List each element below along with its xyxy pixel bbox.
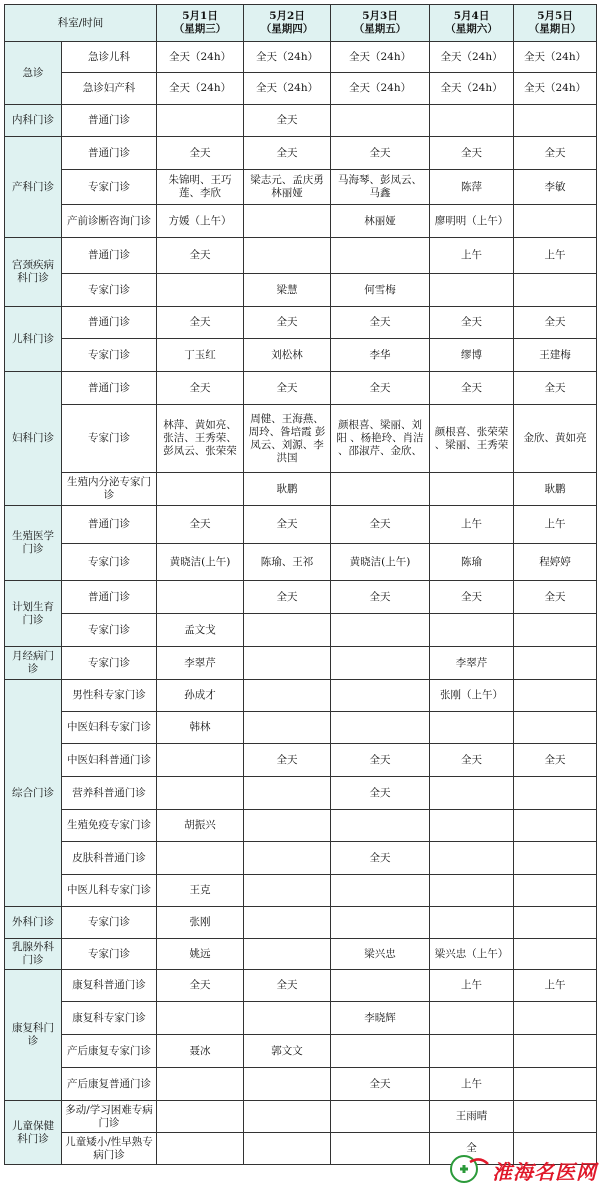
day-date: 5月2日 (269, 10, 305, 22)
schedule-cell (430, 712, 514, 744)
schedule-cell: 上午 (430, 970, 514, 1002)
schedule-cell: 全天 (157, 506, 244, 544)
table-row (5, 238, 597, 274)
department-name: 康复科门诊 (5, 970, 62, 1101)
schedule-cell (331, 473, 430, 506)
day-date: 5月5日 (537, 10, 573, 22)
table-row (5, 1068, 597, 1101)
day-header (430, 5, 514, 42)
watermark-text: 淮海名医网 (492, 1160, 597, 1184)
schedule-cell (514, 1101, 597, 1133)
schedule-cell: 颜根喜、梁丽、刘阳 、杨艳玲、肖洁 、邵淑芹、金欣、 (331, 405, 430, 473)
clinic-type: 专家门诊 (62, 274, 157, 307)
schedule-cell: 全天 (331, 372, 430, 405)
schedule-cell: 全天 (430, 372, 514, 405)
schedule-cell: 上午 (514, 970, 597, 1002)
schedule-cell: 周健、王海燕、周玲、昝培霞 彭凤云、刘源、李洪国 (244, 405, 331, 473)
schedule-cell: 缪博 (430, 339, 514, 372)
clinic-type: 普通门诊 (62, 238, 157, 274)
schedule-cell: 全天 (244, 372, 331, 405)
table-row (5, 372, 597, 405)
schedule-cell (244, 1002, 331, 1035)
table-row (5, 907, 597, 939)
schedule-cell (157, 777, 244, 810)
schedule-cell: 全天 (157, 137, 244, 170)
table-row (5, 970, 597, 1002)
schedule-cell: 颜根喜、张荣荣 、梁丽、王秀荣 (430, 405, 514, 473)
schedule-cell (244, 1101, 331, 1133)
table-row (5, 170, 597, 205)
clinic-type: 多动/学习困难专病门诊 (62, 1101, 157, 1133)
day-weekday: （星期五） (353, 23, 407, 35)
schedule-cell: 李敏 (514, 170, 597, 205)
clinic-type: 普通门诊 (62, 137, 157, 170)
table-row (5, 1002, 597, 1035)
schedule-cell: 全天 (244, 137, 331, 170)
schedule-cell: 张刚（上午） (430, 680, 514, 712)
schedule-cell: 梁志元、孟庆勇 林丽娅 (244, 170, 331, 205)
schedule-cell: 全天 (331, 506, 430, 544)
department-name: 乳腺外科门诊 (5, 939, 62, 970)
schedule-cell: 全天（24h） (157, 73, 244, 105)
schedule-cell (430, 810, 514, 842)
schedule-cell: 上午 (430, 238, 514, 274)
clinic-type: 男性科专家门诊 (62, 680, 157, 712)
clinic-type: 产后康复普通门诊 (62, 1068, 157, 1101)
clinic-type: 普通门诊 (62, 581, 157, 614)
schedule-cell: 梁慧 (244, 274, 331, 307)
clinic-type: 专家门诊 (62, 405, 157, 473)
schedule-cell: 全天 (331, 842, 430, 875)
clinic-type: 产后康复专家门诊 (62, 1035, 157, 1068)
schedule-cell: 陈萍 (430, 170, 514, 205)
schedule-cell: 王建梅 (514, 339, 597, 372)
schedule-cell: 朱锦明、王巧莲、李欣 (157, 170, 244, 205)
schedule-cell: 全天（24h） (430, 73, 514, 105)
schedule-cell: 黄晓洁(上午) (331, 544, 430, 581)
schedule-cell: 陈瑜 (430, 544, 514, 581)
schedule-cell: 全天 (157, 307, 244, 339)
day-date: 5月3日 (362, 10, 398, 22)
schedule-cell: 林丽娅 (331, 205, 430, 238)
table-row (5, 73, 597, 105)
schedule-cell (430, 614, 514, 647)
schedule-cell (331, 970, 430, 1002)
schedule-cell (514, 274, 597, 307)
schedule-cell: 何雪梅 (331, 274, 430, 307)
schedule-cell: 耿鹏 (244, 473, 331, 506)
clinic-type: 专家门诊 (62, 939, 157, 970)
clinic-type: 专家门诊 (62, 339, 157, 372)
department-name: 宫颈疾病科门诊 (5, 238, 62, 307)
schedule-cell: 梁兴忠 (331, 939, 430, 970)
schedule-cell: 全天 (157, 238, 244, 274)
schedule-cell: 全天 (514, 744, 597, 777)
schedule-cell (157, 274, 244, 307)
schedule-cell: 全天（24h） (331, 42, 430, 73)
schedule-cell (331, 680, 430, 712)
schedule-cell (514, 712, 597, 744)
schedule-cell: 韩林 (157, 712, 244, 744)
department-name: 儿童保健科门诊 (5, 1101, 62, 1165)
schedule-cell (430, 875, 514, 907)
schedule-body (5, 42, 597, 1165)
schedule-cell: 廖明明（上午） (430, 205, 514, 238)
schedule-cell: 上午 (430, 506, 514, 544)
table-row (5, 506, 597, 544)
schedule-cell: 全天 (244, 307, 331, 339)
clinic-type: 普通门诊 (62, 372, 157, 405)
schedule-cell (244, 238, 331, 274)
day-weekday: （星期三） (173, 23, 227, 35)
department-name: 儿科门诊 (5, 307, 62, 372)
schedule-cell (430, 274, 514, 307)
schedule-cell: 李翠芹 (430, 647, 514, 680)
schedule-cell: 孙成才 (157, 680, 244, 712)
day-header (157, 5, 244, 42)
schedule-cell (244, 907, 331, 939)
clinic-type: 专家门诊 (62, 907, 157, 939)
schedule-cell: 黄晓洁(上午) (157, 544, 244, 581)
table-row (5, 544, 597, 581)
schedule-cell: 林萍、黄如亮、张洁、王秀荣、彭凤云、张荣荣 (157, 405, 244, 473)
schedule-cell: 程婷婷 (514, 544, 597, 581)
clinic-type: 普通门诊 (62, 307, 157, 339)
schedule-cell (157, 581, 244, 614)
schedule-cell (331, 1035, 430, 1068)
schedule-cell: 李翠芹 (157, 647, 244, 680)
schedule-cell: 上午 (514, 506, 597, 544)
schedule-cell: 全天 (244, 105, 331, 137)
schedule-cell (331, 238, 430, 274)
schedule-cell (244, 810, 331, 842)
clinic-type: 专家门诊 (62, 170, 157, 205)
schedule-cell: 全天（24h） (244, 42, 331, 73)
schedule-cell: 耿鹏 (514, 473, 597, 506)
clinic-type: 普通门诊 (62, 506, 157, 544)
schedule-cell: 全天 (157, 970, 244, 1002)
clinic-type: 营养科普通门诊 (62, 777, 157, 810)
schedule-cell (157, 1068, 244, 1101)
schedule-cell: 全天（24h） (244, 73, 331, 105)
schedule-cell (514, 680, 597, 712)
schedule-cell: 聂冰 (157, 1035, 244, 1068)
table-row (5, 614, 597, 647)
schedule-cell (514, 1035, 597, 1068)
table-row (5, 712, 597, 744)
day-weekday: （星期六） (445, 23, 498, 35)
department-name: 计划生育门诊 (5, 581, 62, 647)
table-row (5, 137, 597, 170)
watermark-logo-icon (448, 1152, 492, 1184)
day-header (514, 5, 597, 42)
clinic-schedule-table (4, 4, 597, 1165)
department-name: 产科门诊 (5, 137, 62, 238)
schedule-cell: 全天 (514, 581, 597, 614)
schedule-cell: 姚远 (157, 939, 244, 970)
department-name: 月经病门诊 (5, 647, 62, 680)
table-row (5, 581, 597, 614)
schedule-cell: 孟文戈 (157, 614, 244, 647)
schedule-cell (514, 647, 597, 680)
schedule-cell (514, 939, 597, 970)
schedule-cell (244, 205, 331, 238)
schedule-cell (157, 473, 244, 506)
table-row (5, 744, 597, 777)
clinic-type: 产前诊断咨询门诊 (62, 205, 157, 238)
schedule-cell (514, 875, 597, 907)
schedule-cell (331, 614, 430, 647)
schedule-cell: 马海琴、彭凤云、马鑫 (331, 170, 430, 205)
schedule-cell (514, 105, 597, 137)
schedule-cell (514, 842, 597, 875)
schedule-cell: 王雨晴 (430, 1101, 514, 1133)
schedule-cell (244, 712, 331, 744)
day-weekday: （星期四） (260, 23, 314, 35)
schedule-cell (430, 1002, 514, 1035)
schedule-cell (514, 777, 597, 810)
schedule-cell (157, 1101, 244, 1133)
schedule-cell: 全天 (244, 744, 331, 777)
schedule-cell: 全天（24h） (331, 73, 430, 105)
schedule-cell: 全天 (430, 137, 514, 170)
schedule-cell: 全天 (331, 1068, 430, 1101)
corner-label: 科室/时间 (5, 5, 157, 42)
schedule-cell (244, 1133, 331, 1165)
table-row (5, 939, 597, 970)
schedule-cell (244, 647, 331, 680)
clinic-type: 儿童矮小/性早熟专病门诊 (62, 1133, 157, 1165)
schedule-cell (514, 810, 597, 842)
schedule-cell: 全天 (430, 581, 514, 614)
table-row (5, 680, 597, 712)
schedule-cell: 全天（24h） (514, 42, 597, 73)
schedule-cell (331, 1133, 430, 1165)
schedule-cell: 全天 (244, 970, 331, 1002)
schedule-cell (430, 777, 514, 810)
schedule-cell: 李华 (331, 339, 430, 372)
schedule-cell: 上午 (430, 1068, 514, 1101)
schedule-cell: 全 (430, 1133, 514, 1165)
schedule-cell: 全天 (331, 581, 430, 614)
schedule-cell: 王克 (157, 875, 244, 907)
day-header (244, 5, 331, 42)
schedule-cell (331, 875, 430, 907)
schedule-cell (244, 1068, 331, 1101)
schedule-cell (430, 907, 514, 939)
day-header (331, 5, 430, 42)
table-row (5, 105, 597, 137)
schedule-cell (157, 1133, 244, 1165)
table-row (5, 473, 597, 506)
schedule-cell (514, 907, 597, 939)
table-row (5, 205, 597, 238)
clinic-type: 专家门诊 (62, 544, 157, 581)
schedule-cell: 方媛（上午） (157, 205, 244, 238)
department-name: 急诊 (5, 42, 62, 105)
schedule-cell: 全天 (331, 307, 430, 339)
clinic-type: 康复科专家门诊 (62, 1002, 157, 1035)
clinic-type: 中医儿科专家门诊 (62, 875, 157, 907)
schedule-cell (514, 1002, 597, 1035)
department-name: 综合门诊 (5, 680, 62, 907)
clinic-type: 专家门诊 (62, 647, 157, 680)
schedule-cell: 梁兴忠（上午） (430, 939, 514, 970)
schedule-cell (244, 875, 331, 907)
schedule-cell (157, 744, 244, 777)
table-row (5, 875, 597, 907)
header-row (5, 5, 597, 42)
table-row (5, 647, 597, 680)
table-row (5, 1101, 597, 1133)
table-row (5, 405, 597, 473)
schedule-cell (430, 842, 514, 875)
schedule-cell: 郭文文 (244, 1035, 331, 1068)
schedule-cell (244, 614, 331, 647)
table-row (5, 42, 597, 73)
day-date: 5月4日 (453, 10, 490, 22)
clinic-type: 皮肤科普通门诊 (62, 842, 157, 875)
schedule-cell: 全天（24h） (157, 42, 244, 73)
schedule-cell: 全天 (331, 744, 430, 777)
clinic-type: 急诊儿科 (62, 42, 157, 73)
schedule-cell (430, 105, 514, 137)
schedule-cell: 全天 (331, 777, 430, 810)
department-name: 妇科门诊 (5, 372, 62, 506)
schedule-cell: 全天 (514, 307, 597, 339)
schedule-cell: 全天 (157, 372, 244, 405)
day-date: 5月1日 (182, 10, 218, 22)
schedule-cell: 丁玉红 (157, 339, 244, 372)
schedule-cell: 全天 (331, 137, 430, 170)
schedule-cell: 上午 (514, 238, 597, 274)
schedule-cell: 全天（24h） (514, 73, 597, 105)
schedule-cell (244, 842, 331, 875)
schedule-cell (331, 1101, 430, 1133)
schedule-cell (331, 810, 430, 842)
schedule-cell: 全天（24h） (430, 42, 514, 73)
schedule-cell (157, 842, 244, 875)
clinic-type: 普通门诊 (62, 105, 157, 137)
schedule-cell: 李晓辉 (331, 1002, 430, 1035)
schedule-cell: 全天 (514, 137, 597, 170)
clinic-type: 中医妇科专家门诊 (62, 712, 157, 744)
schedule-cell: 陈瑜、王祁 (244, 544, 331, 581)
schedule-cell (157, 1002, 244, 1035)
schedule-cell (244, 939, 331, 970)
schedule-cell (331, 907, 430, 939)
day-weekday: （星期日） (528, 23, 582, 35)
clinic-type: 专家门诊 (62, 614, 157, 647)
schedule-cell: 全天 (430, 307, 514, 339)
schedule-cell: 刘松林 (244, 339, 331, 372)
schedule-cell: 全天 (514, 372, 597, 405)
clinic-type: 中医妇科普通门诊 (62, 744, 157, 777)
site-watermark (448, 1152, 598, 1184)
clinic-type: 急诊妇产科 (62, 73, 157, 105)
schedule-cell: 全天 (244, 581, 331, 614)
table-row (5, 842, 597, 875)
department-name: 外科门诊 (5, 907, 62, 939)
schedule-cell (331, 712, 430, 744)
schedule-cell: 张刚 (157, 907, 244, 939)
table-row (5, 339, 597, 372)
department-name: 内科门诊 (5, 105, 62, 137)
table-row (5, 777, 597, 810)
schedule-cell (157, 105, 244, 137)
schedule-cell (244, 777, 331, 810)
clinic-type: 生殖免疫专家门诊 (62, 810, 157, 842)
schedule-cell: 金欣、黄如亮 (514, 405, 597, 473)
schedule-cell (430, 1035, 514, 1068)
clinic-type: 生殖内分泌专家门诊 (62, 473, 157, 506)
schedule-cell: 全天 (244, 506, 331, 544)
schedule-cell: 胡振兴 (157, 810, 244, 842)
schedule-cell (514, 1068, 597, 1101)
schedule-cell (331, 647, 430, 680)
table-row (5, 1035, 597, 1068)
table-row (5, 274, 597, 307)
schedule-cell (244, 680, 331, 712)
schedule-cell (331, 105, 430, 137)
department-name: 生殖医学门诊 (5, 506, 62, 581)
schedule-cell: 全天 (430, 744, 514, 777)
table-row (5, 810, 597, 842)
schedule-cell (514, 205, 597, 238)
schedule-cell (430, 473, 514, 506)
clinic-type: 康复科普通门诊 (62, 970, 157, 1002)
schedule-cell (514, 614, 597, 647)
table-row (5, 307, 597, 339)
